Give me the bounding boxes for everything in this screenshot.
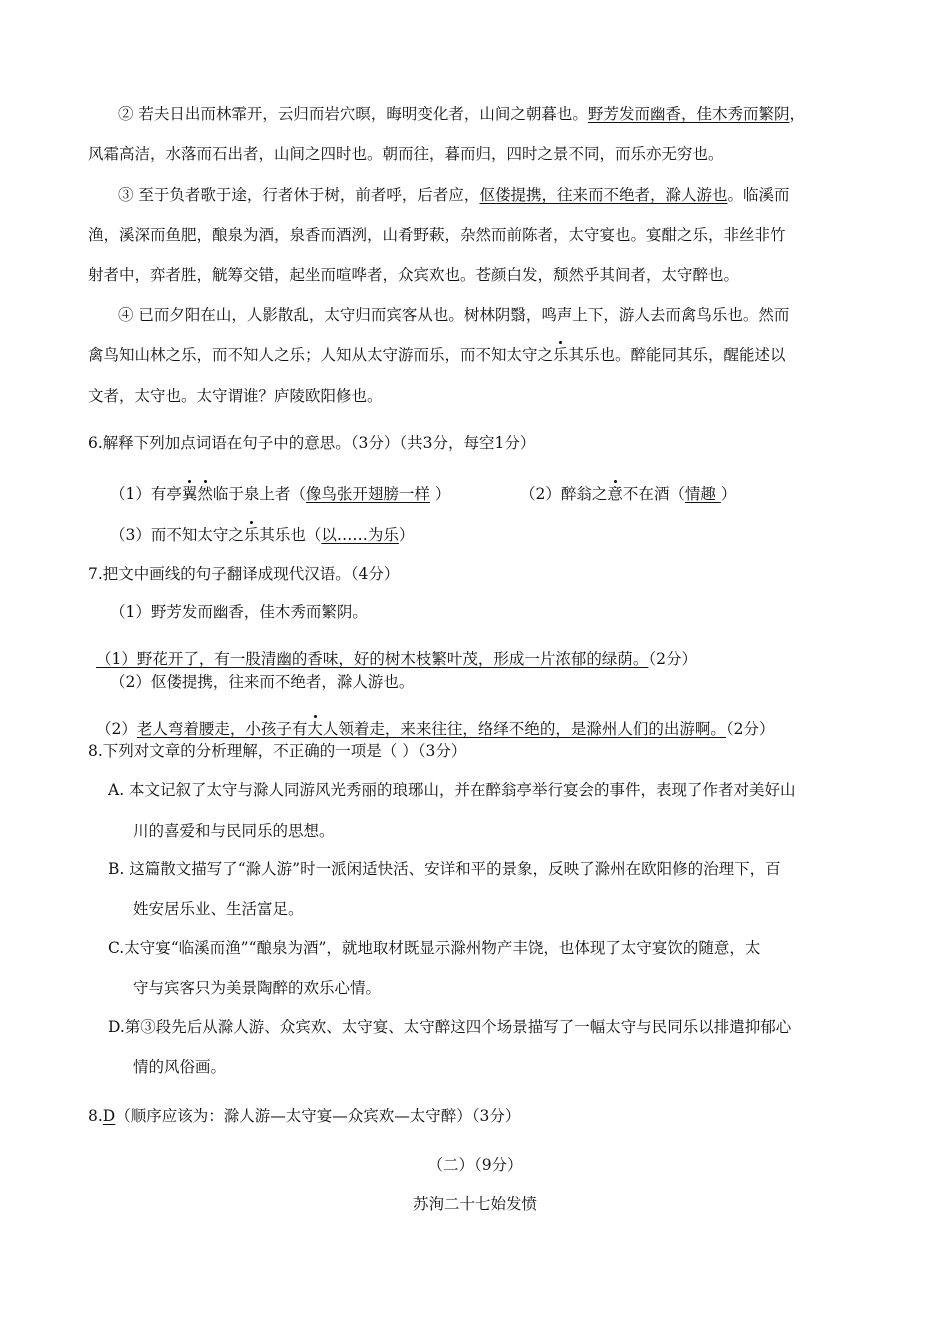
- answer-explanation: （顺序应该为：滁人游—太守宴—众宾欢—太守醉）（3分）: [115, 1107, 521, 1125]
- option-b-line2: 姓安居乐业、生活富足。: [133, 900, 304, 918]
- passage-text: ，: [789, 105, 805, 123]
- question-7-answer-1: [96, 649, 697, 669]
- question-6-item-2: [520, 484, 736, 504]
- section-heading: （二）（9分）: [427, 1156, 523, 1174]
- answer-choice: D: [102, 1107, 116, 1125]
- option-c-line1: C.太守宴“临溪而渔”“酿泉为酒”，就地取材既显示滁州物产丰饶，也体现了太守宴饮的随意，太: [108, 939, 761, 957]
- question-6-item-3: [110, 525, 414, 545]
- question-text: ）: [429, 485, 451, 503]
- passage-p2-line2: 风霜高洁，水落而石出者，山间之四时也。朝而往，暮而归，四时之景不同，而乐亦无穷也。: [88, 145, 724, 163]
- question-7-sentence-1: （1）野芳发而幽香，佳木秀而繁阴。: [110, 603, 368, 621]
- option-c-line2: 守与宾客只为美景陶醉的欢乐心情。: [133, 979, 382, 997]
- dotted-word: 翼: [181, 485, 198, 503]
- question-text: （3）而不知太守之: [110, 526, 244, 544]
- question-8-stem: 8.下列对文章的分析理解，不正确的一项是（ ）（3分）: [88, 742, 467, 760]
- section-title: 苏洵二十七始发愤: [412, 1195, 537, 1213]
- dotted-word: 然: [197, 485, 213, 503]
- answer-number: 8.: [88, 1107, 103, 1125]
- question-6-stem: 6.解释下列加点词语在句子中的意思。（3分）（共3分，每空1分）: [88, 434, 536, 452]
- option-d-line1: D.第③段先后从滁人游、众宾欢、太守宴、太守醉这四个场景描写了一幅太守与民同乐以排遣抑郁心: [108, 1018, 792, 1036]
- question-7-answer-2: [96, 719, 775, 739]
- question-text: （1）有亭: [110, 485, 182, 503]
- question-text: ）: [398, 526, 415, 544]
- answer-2: 情趣: [684, 485, 721, 503]
- passage-text: ③ 至于负者歌于途，行者休于树，前者呼，后者应，: [118, 186, 480, 204]
- question-text: 临于泉上者（: [212, 485, 306, 503]
- option-b-line1: B. 这篇散文描写了“滁人游”时一派闲适快活、安详和平的景象，反映了滁州在欧阳修的治理下，百: [108, 860, 781, 878]
- question-7-stem: 7.把文中画线的句子翻译成现代汉语。（4分）: [88, 565, 400, 583]
- answer-text: （2）: [96, 720, 137, 738]
- passage-p2-line1: [118, 104, 805, 124]
- dotted-word: 乐: [243, 526, 260, 544]
- answer-text: （1）野花开了，有一股清幽的香味，好的树木枝繁叶茂，形成一片浓郁的绿荫。: [96, 650, 649, 668]
- dotted-word: 乐: [553, 346, 569, 364]
- passage-text: ② 若夫日出而林霏开，云归而岩穴暝，晦明变化者，山间之朝暮也。: [118, 105, 588, 123]
- question-text: 其乐也（: [259, 526, 322, 544]
- passage-p4-line3: 文者，太守也。太守谓谁？庐陵欧阳修也。: [88, 387, 383, 405]
- passage-p4-line1: ④ 已而夕阳在山，人影散乱，太守归而宾客从也。树林阴翳，鸣声上下，游人去而禽鸟乐也。然而: [118, 306, 790, 324]
- passage-p3-line1: [118, 185, 789, 205]
- passage-p4-line2: [88, 345, 786, 365]
- dotted-word: 大: [307, 720, 323, 738]
- answer-3: 以……为乐: [321, 526, 399, 544]
- question-7-sentence-2: （2）伛偻提携，往来而不绝者，滁人游也。: [110, 673, 415, 691]
- underlined-sentence-2: 伛偻提携，往来而不绝者，滁人游也: [479, 186, 728, 204]
- answer-text: 老人弯着腰走，小孩子有: [136, 720, 308, 738]
- answer-text: 人领着走，来来往往，络绎不绝的，是滁州人们的出游啊。: [322, 720, 726, 738]
- passage-p3-line3: 射者中，弈者胜，觥筹交错，起坐而喧哗者，众宾欢也。苍颜白发，颓然乎其间者，太守醉也。: [88, 266, 740, 284]
- score-note: （2分）: [648, 650, 697, 668]
- passage-text: 。临溪而: [727, 186, 790, 204]
- passage-text: 禽鸟知山林之乐，而不知人之乐；人知从太守游而乐，而不知太守之: [88, 346, 554, 364]
- question-6-item-1: [110, 484, 450, 504]
- question-text: 不在酒（: [622, 485, 685, 503]
- option-d-line2: 情的风俗画。: [133, 1058, 227, 1076]
- question-8-answer: [88, 1106, 520, 1126]
- passage-p3-line2: 渔，溪深而鱼肥，酿泉为酒，泉香而酒洌，山肴野蔌，杂然而前陈者，太守宴也。宴酣之乐，非丝非竹: [88, 226, 786, 244]
- answer-1: 像鸟张开翅膀一样: [305, 485, 430, 503]
- option-a-line2: 川的喜爱和与民同乐的思想。: [133, 822, 335, 840]
- score-note: （2分）: [725, 720, 775, 738]
- passage-text: 其乐也。醉能同其乐，醒能述以: [568, 346, 786, 364]
- question-text: （2）醉翁之: [520, 485, 608, 503]
- dotted-word: 意: [607, 485, 623, 503]
- option-a-line1: A. 本文记叙了太守与滁人同游风光秀丽的琅琊山，并在醉翁亭举行宴会的事件，表现了作者对美好山: [108, 781, 796, 799]
- question-text: ）: [720, 485, 737, 503]
- underlined-sentence-1: 野芳发而幽香，佳木秀而繁阴: [587, 105, 790, 123]
